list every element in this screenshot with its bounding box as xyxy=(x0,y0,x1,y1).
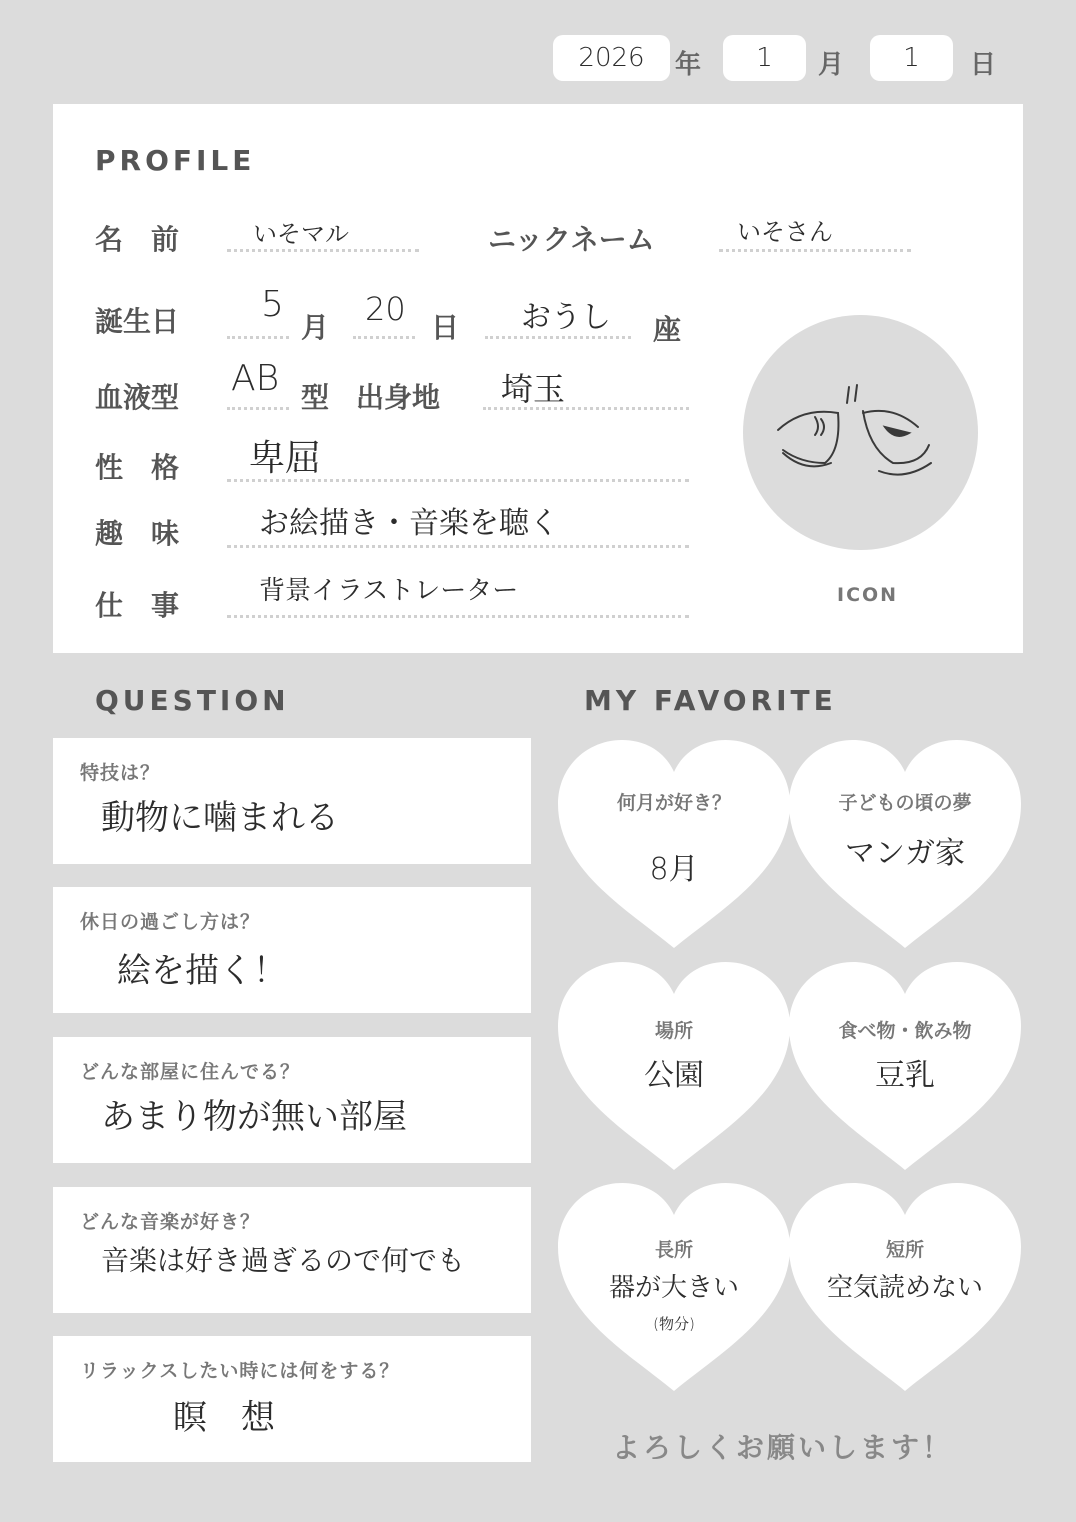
question-label: 休日の過ごし方は？ xyxy=(80,911,261,933)
month-unit: 月 xyxy=(818,50,845,80)
question-label: どんな音楽が好き？ xyxy=(80,1211,261,1233)
favorite-label: 場所 xyxy=(654,1020,693,1042)
favorite-answer[interactable]: マンガ家 xyxy=(845,836,965,871)
favorite-label: 何月が好き？ xyxy=(616,792,731,814)
personality-value[interactable]: 卑屈 xyxy=(249,438,322,479)
nickname-value[interactable]: いそさん xyxy=(737,218,833,246)
blood-label: 血液型 xyxy=(95,381,180,414)
day-unit: 日 xyxy=(970,50,997,80)
profile-title: PROFILE xyxy=(95,144,256,177)
blood-line xyxy=(227,407,289,410)
favorite-label: 長所 xyxy=(654,1239,693,1261)
question-answer[interactable]: 絵を描く！ xyxy=(117,951,287,991)
name-label: 名 前 xyxy=(95,223,180,256)
birth-day-unit: 日 xyxy=(431,311,460,344)
month-field[interactable] xyxy=(723,35,806,81)
favorite-heart xyxy=(558,1183,790,1393)
birth-month-unit: 月 xyxy=(301,311,330,344)
birth-day-line xyxy=(353,336,415,339)
birthplace-line xyxy=(483,407,689,410)
profile-card xyxy=(53,104,1023,653)
birthday-label: 誕生日 xyxy=(95,305,180,338)
hobby-value[interactable]: お絵描き・音楽を聴く xyxy=(259,506,559,541)
personality-line xyxy=(227,479,689,482)
nickname-line xyxy=(719,249,911,252)
question-title: QUESTION xyxy=(95,684,290,717)
question-card xyxy=(53,887,531,1013)
nickname-label: ニックネーム xyxy=(488,223,655,256)
favorite-answer[interactable]: 公園 xyxy=(644,1058,704,1093)
favorite-answer[interactable]: 空気読めない xyxy=(826,1273,983,1303)
favorite-heart xyxy=(558,962,790,1172)
question-card xyxy=(53,1037,531,1163)
job-label: 仕 事 xyxy=(95,589,180,622)
month-value: 1 xyxy=(756,43,773,73)
sign-line xyxy=(485,336,631,339)
favorite-heart xyxy=(789,962,1021,1172)
blood-unit: 型 xyxy=(301,381,330,414)
closing-message: よろしくお願いします！ xyxy=(612,1431,954,1464)
birth-month-value[interactable]: 5 xyxy=(261,284,284,325)
favorite-answer[interactable]: 8月 xyxy=(649,852,699,887)
birth-month-line xyxy=(227,336,289,339)
day-field[interactable] xyxy=(870,35,953,81)
icon-label: ICON xyxy=(837,584,899,606)
favorite-note: (物分) xyxy=(653,1315,695,1333)
question-label: リラックスしたい時には何をする？ xyxy=(80,1360,400,1382)
year-field[interactable] xyxy=(553,35,670,81)
icon-circle[interactable] xyxy=(743,315,978,550)
question-label: どんな部屋に住んでる？ xyxy=(80,1061,301,1083)
name-line xyxy=(227,249,419,252)
question-card xyxy=(53,738,531,864)
favorite-heart xyxy=(789,740,1021,950)
question-answer[interactable]: あまり物が無い部屋 xyxy=(101,1097,407,1137)
year-value: 2026 xyxy=(578,43,645,73)
favorite-label: 食べ物・飲み物 xyxy=(838,1020,972,1042)
question-card xyxy=(53,1336,531,1462)
personality-label: 性 格 xyxy=(95,451,180,484)
question-card xyxy=(53,1187,531,1313)
blood-value[interactable]: AB xyxy=(231,358,280,399)
hobby-label: 趣 味 xyxy=(95,517,180,550)
hobby-line xyxy=(227,545,689,548)
name-value[interactable]: いそマル xyxy=(253,220,349,248)
favorite-answer[interactable]: 器が大きい xyxy=(608,1273,739,1303)
sign-unit: 座 xyxy=(653,313,682,346)
avatar-drawing-icon xyxy=(743,315,978,550)
favorite-title: MY FAVORITE xyxy=(584,684,837,717)
favorite-heart xyxy=(558,740,790,950)
job-line xyxy=(227,615,689,618)
question-label: 特技は？ xyxy=(80,762,161,784)
birthplace-label: 出身地 xyxy=(356,381,441,414)
job-value[interactable]: 背景イラストレーター xyxy=(259,576,519,606)
favorite-label: 子どもの頃の夢 xyxy=(838,792,972,814)
year-unit: 年 xyxy=(675,50,702,80)
day-value: 1 xyxy=(903,43,920,73)
question-answer[interactable]: 瞑 想 xyxy=(173,1398,275,1438)
birthplace-value[interactable]: 埼玉 xyxy=(501,370,566,408)
favorite-label: 短所 xyxy=(885,1239,924,1261)
favorite-answer[interactable]: 豆乳 xyxy=(875,1058,935,1093)
sign-value[interactable]: おうし xyxy=(521,300,611,335)
favorite-heart xyxy=(789,1183,1021,1393)
question-answer[interactable]: 動物に噛まれる xyxy=(101,798,339,838)
question-answer[interactable]: 音楽は好き過ぎるので何でも xyxy=(101,1244,466,1277)
birth-day-value[interactable]: 20 xyxy=(365,290,406,328)
